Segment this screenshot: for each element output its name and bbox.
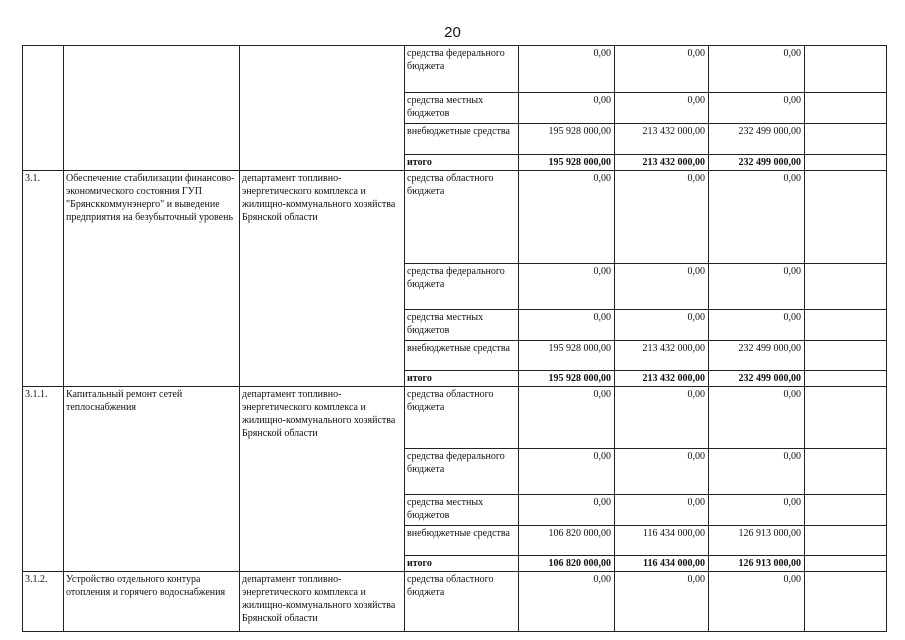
measure-name: Обеспечение стабилизации финансово- экономического состояния ГУП "Брянсккоммунэнерго" и выведение предприятия на безубыточный уровень: [64, 171, 240, 387]
table-row: [23, 572, 887, 632]
funding-source: итого: [405, 155, 519, 171]
amount-year-1: 106 820 000,00: [519, 526, 615, 556]
empty-cell: [805, 171, 887, 264]
funding-source: внебюджетные средства: [405, 526, 519, 556]
empty-cell: [805, 572, 887, 632]
amount-year-2: 213 432 000,00: [615, 341, 709, 371]
amount-year-1: 0,00: [519, 46, 615, 93]
measure-code: 3.1.1.: [23, 387, 64, 572]
empty-cell: [805, 155, 887, 171]
amount-year-1: 106 820 000,00: [519, 556, 615, 572]
amount-year-3: 0,00: [709, 495, 805, 526]
amount-year-3: 0,00: [709, 310, 805, 341]
amount-year-1: 0,00: [519, 93, 615, 124]
empty-cell: [805, 46, 887, 93]
measure-name: Устройство отдельного контура отопления и горячего водоснабжения: [64, 572, 240, 632]
amount-year-2: 0,00: [615, 449, 709, 495]
amount-year-3: 0,00: [709, 46, 805, 93]
amount-year-2: 213 432 000,00: [615, 371, 709, 387]
table-row: [23, 46, 887, 93]
amount-year-1: 0,00: [519, 572, 615, 632]
budget-table: [22, 45, 887, 632]
funding-source: внебюджетные средства: [405, 341, 519, 371]
empty-cell: [805, 556, 887, 572]
empty-cell: [805, 124, 887, 155]
amount-year-1: 0,00: [519, 310, 615, 341]
measure-executor: [240, 46, 405, 171]
funding-source: средства областного бюджета: [405, 572, 519, 632]
amount-year-2: 0,00: [615, 495, 709, 526]
amount-year-2: 0,00: [615, 93, 709, 124]
funding-source: средства областного бюджета: [405, 387, 519, 449]
empty-cell: [805, 387, 887, 449]
amount-year-2: 213 432 000,00: [615, 124, 709, 155]
amount-year-2: 0,00: [615, 264, 709, 310]
amount-year-2: 0,00: [615, 387, 709, 449]
amount-year-3: 232 499 000,00: [709, 371, 805, 387]
amount-year-3: 232 499 000,00: [709, 155, 805, 171]
amount-year-3: 126 913 000,00: [709, 526, 805, 556]
measure-executor: департамент топливно-энергетического комплекса и жилищно-коммунального хозяйства Брянской области: [240, 171, 405, 387]
amount-year-3: 0,00: [709, 387, 805, 449]
funding-source: итого: [405, 371, 519, 387]
empty-cell: [805, 495, 887, 526]
funding-source: средства федерального бюджета: [405, 449, 519, 495]
table-row: [23, 171, 887, 264]
amount-year-3: 126 913 000,00: [709, 556, 805, 572]
empty-cell: [805, 341, 887, 371]
amount-year-3: 232 499 000,00: [709, 341, 805, 371]
amount-year-1: 195 928 000,00: [519, 371, 615, 387]
funding-source: средства местных бюджетов: [405, 93, 519, 124]
empty-cell: [805, 264, 887, 310]
amount-year-1: 195 928 000,00: [519, 155, 615, 171]
measure-name: Капитальный ремонт сетей теплоснабжения: [64, 387, 240, 572]
table-row: [23, 387, 887, 449]
amount-year-2: 0,00: [615, 572, 709, 632]
funding-source: средства федерального бюджета: [405, 46, 519, 93]
amount-year-2: 0,00: [615, 46, 709, 93]
amount-year-2: 0,00: [615, 171, 709, 264]
empty-cell: [805, 93, 887, 124]
amount-year-1: 195 928 000,00: [519, 341, 615, 371]
measure-code: 3.1.: [23, 171, 64, 387]
funding-source: средства областного бюджета: [405, 171, 519, 264]
amount-year-3: 232 499 000,00: [709, 124, 805, 155]
measure-executor: департамент топливно-энергетического комплекса и жилищно-коммунального хозяйства Брянской области: [240, 387, 405, 572]
amount-year-2: 116 434 000,00: [615, 526, 709, 556]
amount-year-2: 116 434 000,00: [615, 556, 709, 572]
amount-year-3: 0,00: [709, 264, 805, 310]
amount-year-2: 213 432 000,00: [615, 155, 709, 171]
funding-source: средства федерального бюджета: [405, 264, 519, 310]
amount-year-1: 0,00: [519, 387, 615, 449]
funding-source: средства местных бюджетов: [405, 310, 519, 341]
amount-year-1: 0,00: [519, 495, 615, 526]
empty-cell: [805, 526, 887, 556]
amount-year-1: 195 928 000,00: [519, 124, 615, 155]
funding-source: итого: [405, 556, 519, 572]
empty-cell: [805, 310, 887, 341]
amount-year-1: 0,00: [519, 171, 615, 264]
measure-code: 3.1.2.: [23, 572, 64, 632]
funding-source: средства местных бюджетов: [405, 495, 519, 526]
measure-executor: департамент топливно-энергетического комплекса и жилищно-коммунального хозяйства Брянской области: [240, 572, 405, 632]
page-number: 20: [444, 24, 461, 41]
measure-code: [23, 46, 64, 171]
amount-year-3: 0,00: [709, 171, 805, 264]
empty-cell: [805, 449, 887, 495]
amount-year-3: 0,00: [709, 572, 805, 632]
amount-year-3: 0,00: [709, 449, 805, 495]
amount-year-2: 0,00: [615, 310, 709, 341]
amount-year-1: 0,00: [519, 264, 615, 310]
amount-year-1: 0,00: [519, 449, 615, 495]
measure-name: [64, 46, 240, 171]
empty-cell: [805, 371, 887, 387]
funding-source: внебюджетные средства: [405, 124, 519, 155]
amount-year-3: 0,00: [709, 93, 805, 124]
